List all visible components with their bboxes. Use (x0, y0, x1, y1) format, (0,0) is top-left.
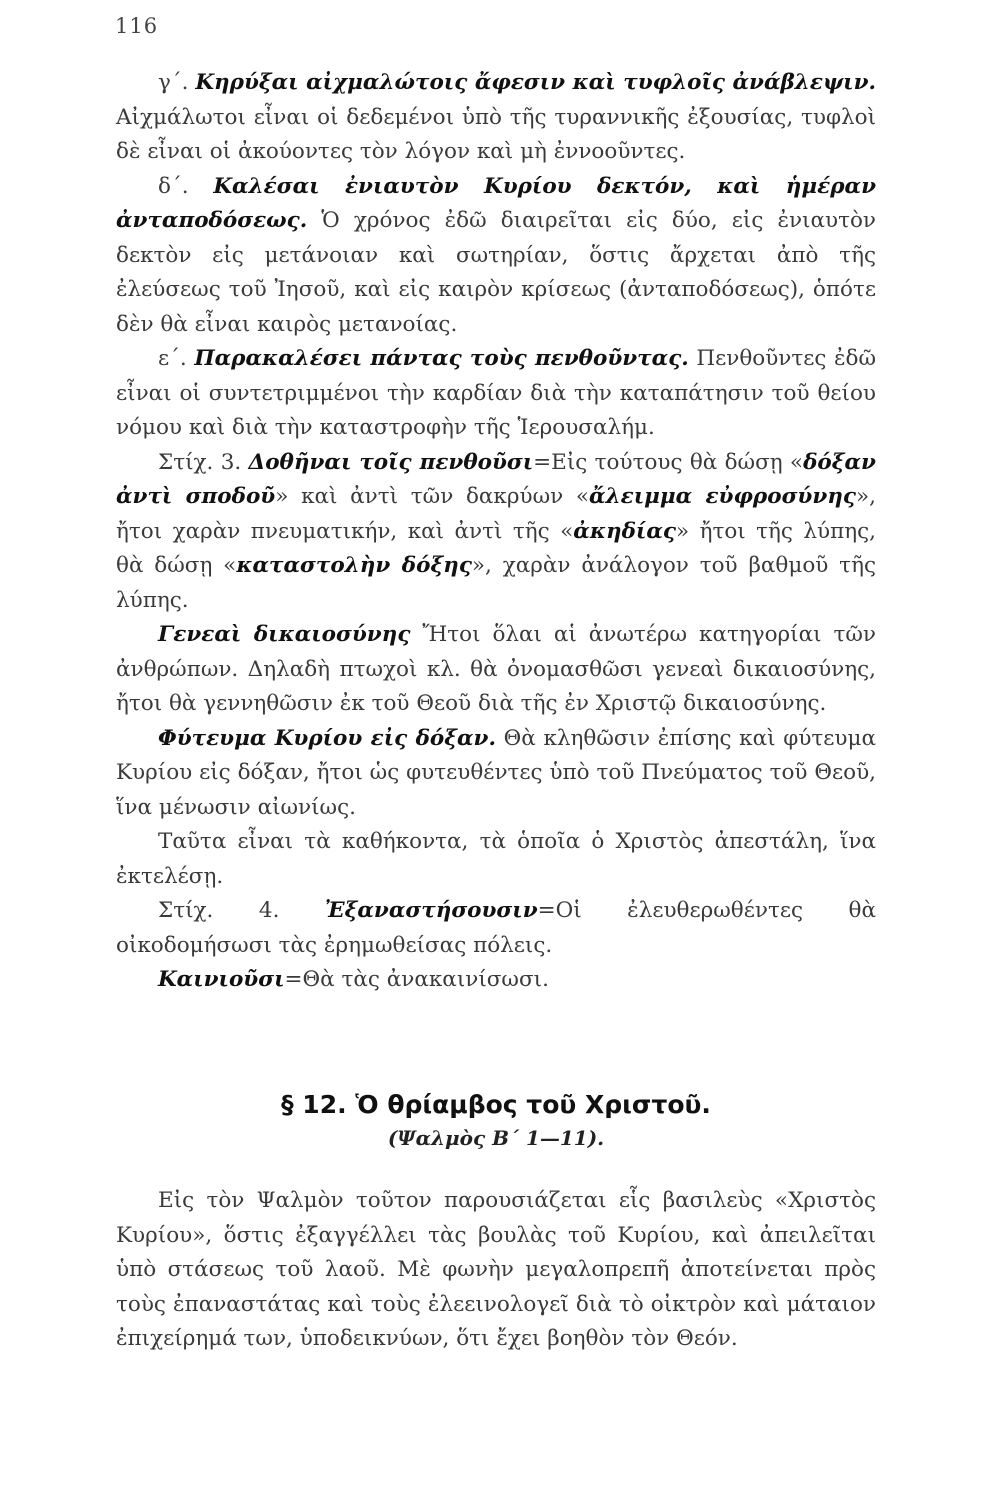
bold-term: ἀκηδίας (573, 518, 676, 544)
item-label: γ΄. (158, 70, 196, 95)
text-run: Θὰ κληθῶσιν ἐπίσης καὶ φύτευμα Κυρίου εἰς δόξαν, ἤτοι ὡς φυτευθέντες ὑπὸ τοῦ Πνεύματος τοῦ Θεοῦ, ἵνα μένωσιν αἰωνίως. (116, 725, 876, 820)
paragraph (116, 66, 876, 170)
text-run: Ταῦτα εἶναι τὰ καθήκοντα, τὰ ὁποῖα ὁ Χριστὸς ἀπεστάλη, ἵνα ἐκτελέσῃ. (116, 829, 876, 889)
paragraph (116, 894, 876, 963)
paragraph (116, 170, 876, 343)
paragraph (116, 342, 876, 446)
item-label: δ΄. (158, 173, 214, 199)
text-run: Ἤτοι ὅλαι αἱ ἀνωτέρω κατηγορίαι τῶν ἀνθρώπων. Δηλαδὴ πτωχοὶ κλ. θὰ ὀνομασθῶσι γενεαὶ δικαιοσύνης, ἤτοι θὰ γεννηθῶσιν ἐκ τοῦ Θεοῦ διὰ τῆς ἐν Χριστῷ δικαιοσύνης. (116, 622, 876, 716)
bold-term: καταστολὴν δόξης (236, 553, 472, 578)
bold-term: Παρακαλέσει πάντας τοὺς πενθοῦντας. (194, 346, 689, 371)
closing-text (116, 1184, 876, 1357)
paragraph (116, 825, 876, 894)
main-text (116, 66, 876, 998)
paragraph (116, 446, 876, 619)
paragraph (116, 618, 876, 722)
text-run: Πενθοῦντες ἐδῶ εἶναι οἱ συντετριμμένοι τὴν καρδίαν διὰ τὴν καταπάτησιν τοῦ θείου νόμου καὶ διὰ τὴν καταστροφὴν τῆς Ἱερουσαλήμ. (116, 346, 877, 440)
bold-term: Καινιοῦσι (158, 967, 285, 992)
bold-term: Ἐξαναστήσουσιν (324, 898, 538, 923)
text-run: Στίχ. 4. (158, 898, 325, 923)
text-run: » ἤτοι τῆς λύπης, θὰ δώσῃ « (116, 518, 876, 578)
text-run: », χαρὰν ἀνάλογον τοῦ βαθμοῦ τῆς λύπης. (116, 553, 876, 613)
section-title: § 12. Ὁ θρίαμβος τοῦ Χριστοῦ. (281, 1090, 711, 1119)
text-run: Ὁ χρόνος ἐδῶ διαιρεῖται εἰς δύο, εἰς ἐνιαυτὸν δεκτὸν εἰς μετάνοιαν καὶ σωτηρίαν, ὅστις ἄρχεται ἀπὸ τῆς ἐλεύσεως τοῦ Ἰησοῦ, καὶ εἰς καιρὸν κρίσεως (ἀνταποδόσεως), ὁπότε δὲν θὰ εἶναι καιρὸς μετανοίας. (116, 208, 876, 337)
text-run: » καὶ ἀντὶ τῶν δακρύων « (275, 484, 590, 509)
bold-term: Γενεαὶ δικαιοσύνης (158, 622, 411, 647)
item-label: ε΄. (158, 346, 195, 371)
text-run: Στίχ. 3. (158, 449, 249, 475)
section-subtitle: (Ψαλμὸς Β΄ 1—11). (387, 1126, 605, 1150)
text-run: =Θὰ τὰς ἀνακαινίσωσι. (284, 967, 549, 992)
bold-term: Καλέσαι ἐνιαυτὸν Κυρίου δεκτόν, καὶ ἡμέραν ἀνταποδόσεως. (116, 173, 876, 233)
bold-term: Κηρύξαι αἰχμαλώτοις ἄφεσιν καὶ τυφλοῖς ἀνάβλεψιν. (195, 70, 876, 95)
bold-term: δόξαν ἀντὶ σποδοῦ (116, 449, 876, 509)
page-number: 116 (115, 14, 159, 38)
text-run: Αἰχμάλωτοι εἶναι οἱ δεδεμένοι ὑπὸ τῆς τυραννικῆς ἐξουσίας, τυφλοὶ δὲ εἶναι οἱ ἀκούοντες τὸν λόγον καὶ μὴ ἐννοοῦντες. (116, 104, 876, 164)
text-run: =Οἱ ἐλευθερωθέντες θὰ οἰκοδομήσωσι τὰς ἐρημωθείσας πόλεις. (116, 898, 876, 958)
bold-term: Δοθῆναι τοῖς πενθοῦσι (248, 449, 534, 475)
paragraph (116, 722, 876, 826)
paragraph (116, 963, 876, 998)
bold-term: Φύτευμα Κυρίου εἰς δόξαν. (158, 725, 496, 751)
closing-paragraph: Εἰς τὸν Ψαλμὸν τοῦτον παρουσιάζεται εἷς βασιλεὺς «Χριστὸς Κυρίου», ὅστις ἐξαγγέλλει τὰς βουλὰς τοῦ Κυρίου, καὶ ἀπειλεῖται ὑπὸ στάσεως τοῦ λαοῦ. Μὲ φωνὴν μεγαλοπρεπῆ ἀποτείνεται πρὸς τοὺς ἐπαναστάτας καὶ τοὺς ἐλεεινολογεῖ διὰ τὸ οἰκτρὸν καὶ μάταιον ἐπιχείρημά των, ὑποδεικνύων, ὅτι ἔχει βοηθὸν τὸν Θεόν. (116, 1188, 876, 1351)
text-run: =Εἰς τούτους θὰ δώσῃ « (533, 449, 804, 475)
bold-term: ἄλειμμα εὐφροσύνης (589, 484, 856, 509)
text-run: », ἤτοι χαρὰν πνευματικήν, καὶ ἀντὶ τῆς « (116, 484, 876, 544)
